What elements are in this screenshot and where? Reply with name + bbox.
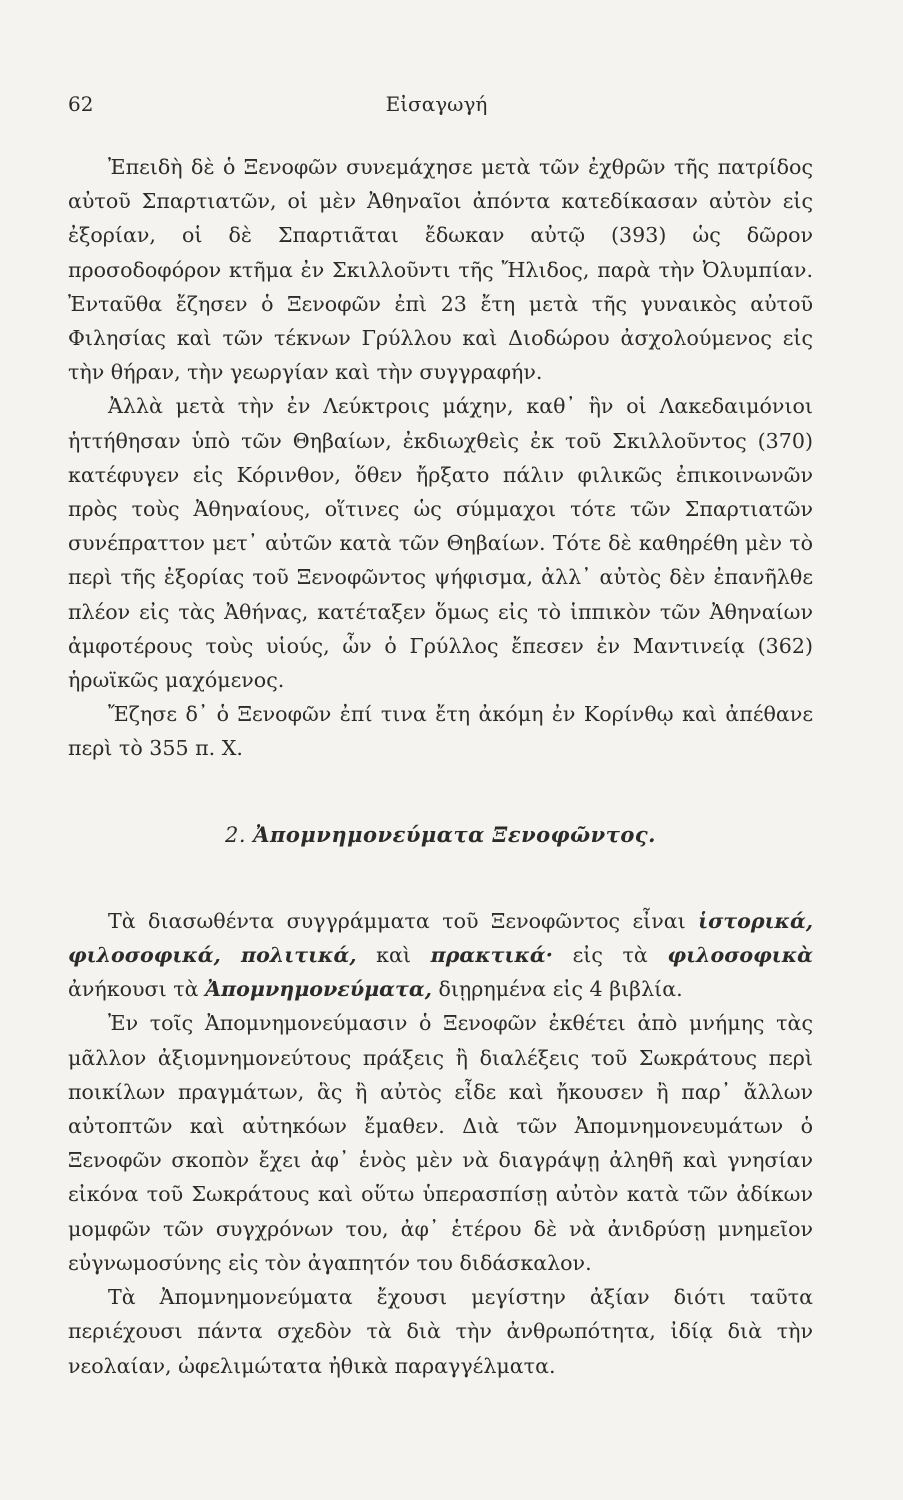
emphasis: Ἀπομνημονεύματα,: [205, 977, 432, 1002]
emphasis: φιλοσοφικὰ: [667, 943, 814, 968]
section-heading: [68, 818, 813, 852]
paragraph: Ἔζησε δ᾽ ὁ Ξενοφῶν ἐπί τινα ἔτη ἀκόμη ἐν Κορίνθῳ καὶ ἀπέθανε περὶ τὸ 355 π. Χ.: [68, 702, 813, 761]
paragraph: Τὰ Ἀπομνημονεύματα ἔχουσι μεγίστην ἀξίαν διότι ταῦτα περιέχουσι πάντα σχεδὸν τὰ διὰ τὴν ἀνθρωπότητα, ἰδίᾳ διὰ τὴν νεολαίαν, ὠφελιμώτατα ἠθικὰ παραγγέλματα.: [68, 1285, 813, 1378]
page-header: [68, 92, 805, 126]
page-number: 62: [68, 92, 94, 116]
section-title: Ἀπομνημονεύματα Ξενοφῶντος.: [253, 821, 656, 847]
emphasis: πρακτικά·: [430, 943, 553, 968]
text-run: ἀνήκουσι τὰ: [68, 977, 206, 1002]
text-run: καὶ: [356, 943, 431, 968]
paragraph: Ἐπειδὴ δὲ ὁ Ξενοφῶν συνεμάχησε μετὰ τῶν ἐχθρῶν τῆς πατρίδος αὐτοῦ Σπαρτιατῶν, οἱ μὲν Ἀθηναῖοι ἀπόντα κατεδίκασαν αὐτὸν εἰς ἐξορίαν, οἱ δὲ Σπαρτιᾶται ἔδωκαν αὐτῷ (393) ὡς δῶρον προσοδοφόρον κτῆμα ἐν Σκιλλοῦντι τῆς Ἤλιδος, παρὰ τὴν Ὀλυμπίαν. Ἐνταῦθα ἔζησεν ὁ Ξενοφῶν ἐπὶ 23 ἔτη μετὰ τῆς γυναικὸς αὐτοῦ Φιλησίας καὶ τῶν τέκνων Γρύλλου καὶ Διοδώρου ἀσχολούμενος εἰς τὴν θήραν, τὴν γεωργίαν καὶ τὴν συγγραφήν.: [68, 155, 813, 385]
paragraph: [68, 904, 813, 1007]
text-run: Τὰ διασωθέντα συγγράμματα τοῦ Ξενοφῶντος εἶναι: [108, 908, 699, 933]
paragraph: Ἀλλὰ μετὰ τὴν ἐν Λεύκτροις μάχην, καθ᾽ ἣν οἱ Λακεδαιμόνιοι ἡττήθησαν ὑπὸ τῶν Θηβαίων, ἐκδιωχθεὶς ἐκ τοῦ Σκιλλοῦντος (370) κατέφυγεν εἰς Κόρινθον, ὅθεν ἤρξατο πάλιν φιλικῶς ἐπικοινωνῶν πρὸς τοὺς Ἀθηναίους, οἵτινες ὡς σύμμαχοι τότε τῶν Σπαρτιατῶν συνέπραττον μετ᾽ αὐτῶν κατὰ τῶν Θηβαίων. Τότε δὲ καθηρέθη μὲν τὸ περὶ τῆς ἐξορίας τοῦ Ξενοφῶντος ψήφισμα, ἀλλ᾽ αὐτὸς δὲν ἐπανῆλθε πλέον εἰς τὰς Ἀθήνας, κατέταξεν ὅμως εἰς τὸ ἱππικὸν τῶν Ἀθηναίων ἀμφοτέρους τοὺς υἱούς, ὧν ὁ Γρύλλος ἔπεσεν ἐν Μαντινείᾳ (362) ἡρωϊκῶς μαχόμενος.: [68, 394, 813, 693]
page-body: [68, 150, 813, 1383]
section-number: 2.: [225, 822, 247, 847]
text-run: εἰς τὰ: [552, 943, 668, 968]
paragraph: Ἐν τοῖς Ἀπομνημονεύμασιν ὁ Ξενοφῶν ἐκθέτει ἀπὸ μνήμης τὰς μᾶλλον ἀξιομνημονεύτους πράξεις ἢ διαλέξεις τοῦ Σωκράτους περὶ ποικίλων πραγμάτων, ἃς ἢ αὐτὸς εἶδε καὶ ἤκουσεν ἢ παρ᾽ ἄλλων αὐτοπτῶν καὶ αὐτηκόων ἔμαθεν. Διὰ τῶν Ἀπομνημονευμάτων ὁ Ξενοφῶν σκοπὸν ἔχει ἀφ᾽ ἑνὸς μὲν νὰ διαγράψῃ ἀληθῆ καὶ γνησίαν εἰκόνα τοῦ Σωκράτους καὶ οὕτω ὑπερασπίσῃ αὐτὸν κατὰ τῶν ἀδίκων μομφῶν τῶν συγχρόνων του, ἀφ᾽ ἑτέρου δὲ νὰ ἀνιδρύσῃ μνημεῖον εὐγνωμοσύνης εἰς τὸν ἀγαπητόν του διδάσκαλον.: [68, 1011, 813, 1275]
emphasis: ἱστορικά, φιλοσοφικά, πολιτικά,: [68, 908, 813, 968]
running-title: Εἰσαγωγή: [385, 92, 488, 116]
text-run: διῃρημένα εἰς 4 βιβλία.: [431, 977, 683, 1002]
